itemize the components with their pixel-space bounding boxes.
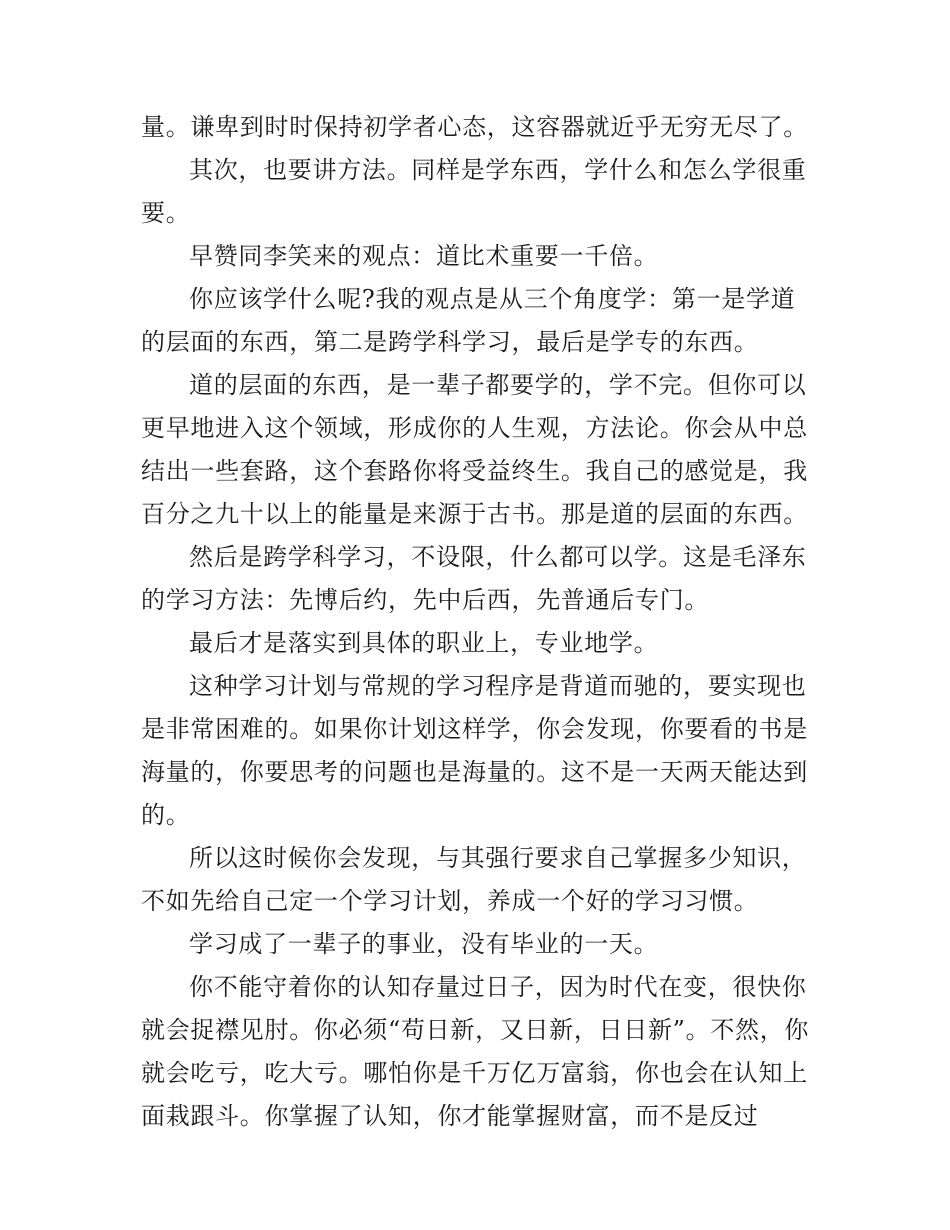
paragraph-three-angles: 你应该学什么呢?我的观点是从三个角度学：第一是学道的层面的东西，第二是跨学科学习，最后是学专的东西。 xyxy=(141,285,796,356)
paragraph-continued: 量。谦卑到时时保持初学者心态，这容器就近乎无穷无尽了。 xyxy=(141,113,808,141)
paragraph-cognition: 你不能守着你的认知存量过日子，因为时代在变，很快你就会捉襟见肘。你必须“苟日新，又日新，日日新”。不然，你就会吃亏，吃大亏。哪怕你是千万亿万富翁，你也会在认知上面栽跟斗。你掌握了认知，你才能掌握财富，而不是反过 xyxy=(141,973,810,1130)
paragraph-interdisciplinary: 然后是跨学科学习，不设限，什么都可以学。这是毛泽东的学习方法：先博后约，先中后西，先普通后专门。 xyxy=(141,543,807,614)
paragraph-dao: 道的层面的东西，是一辈子都要学的，学不完。但你可以更早地进入这个领域，形成你的人生观，方法论。你会从中总结出一些套路，这个套路你将受益终生。我自己的感觉是，我百分之九十以上的能量是来源于古书。那是道的层面的东西。 xyxy=(141,371,808,528)
body-text xyxy=(141,106,813,1138)
paragraph-quote: 早赞同李笑来的观点：道比术重要一千倍。 xyxy=(189,242,659,270)
paragraph-lifelong: 学习成了一辈子的事业，没有毕业的一天。 xyxy=(189,930,659,958)
paragraph-profession: 最后才是落实到具体的职业上，专业地学。 xyxy=(189,629,659,657)
paragraph-habit: 所以这时候你会发现，与其强行要求自己掌握多少知识，不如先给自己定一个学习计划，养成一个好的学习习惯。 xyxy=(141,844,807,915)
paragraph-plan-difficulty: 这种学习计划与常规的学习程序是背道而驰的，要实现也是非常困难的。如果你计划这样学，你会发现，你要看的书是海量的，你要思考的问题也是海量的。这不是一天两天能达到的。 xyxy=(141,672,808,829)
paragraph-method: 其次，也要讲方法。同样是学东西，学什么和怎么学很重要。 xyxy=(141,156,807,227)
